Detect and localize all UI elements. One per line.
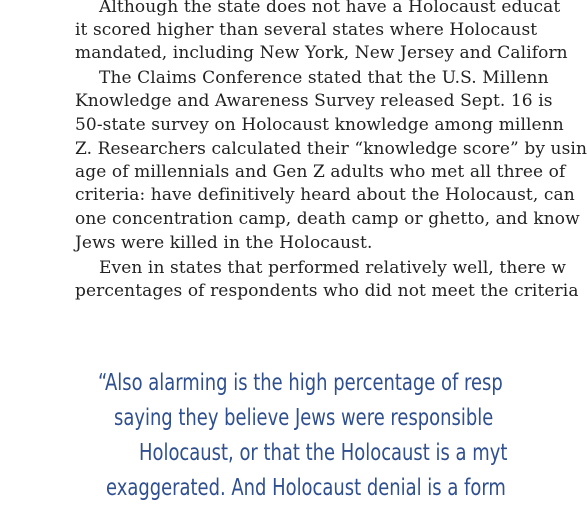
text-line: 50-state survey on Holocaust knowledge among millenn [75,115,564,135]
text-line: Z. Researchers calculated their “knowledge score” by usin [75,139,587,159]
pull-quote-line: saying they believe Jews were responsible [114,405,494,431]
text-line: percentages of respondents who did not meet the criteria [75,281,579,301]
pull-quote-line: exaggerated. And Holocaust denial is a form [106,475,506,501]
text-line: The Claims Conference stated that the U.S. Millenn [99,68,549,88]
pull-quote-line: “Also alarming is the high percentage of resp [98,370,503,396]
text-line: Even in states that performed relatively well, there w [99,258,567,278]
text-line: Jews were killed in the Holocaust. [75,233,373,253]
text-line: Knowledge and Awareness Survey released Sept. 16 is [75,91,553,111]
text-line: it scored higher than several states where Holocaust [75,20,538,40]
text-line: one concentration camp, death camp or ghetto, and know [75,209,580,229]
pull-quote-line: Holocaust, or that the Holocaust is a myt [139,440,508,466]
text-line: criteria: have definitively heard about the Holocaust, can [75,185,575,205]
text-line: age of millennials and Gen Z adults who met all three of [75,162,566,182]
text-line: mandated, including New York, New Jersey and Californ [75,43,568,63]
text-line: Although the state does not have a Holocaust educat [99,0,561,17]
